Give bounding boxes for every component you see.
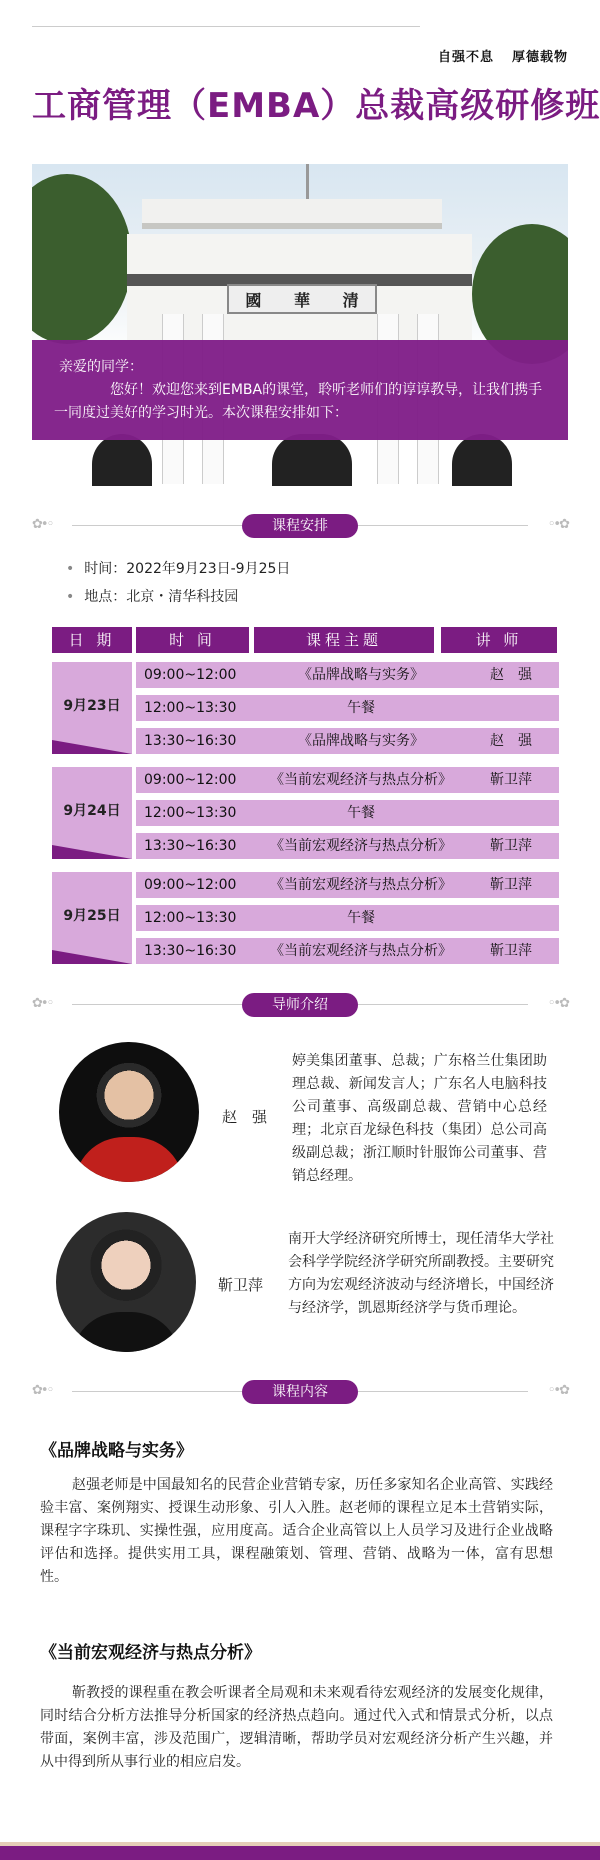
row-topic: 午餐 (347, 910, 375, 926)
day-cell (52, 872, 132, 964)
motto (438, 46, 568, 65)
table-row (136, 800, 559, 826)
row-time: 13:30~16:30 (144, 943, 237, 959)
row-lecturer: 靳卫萍 (490, 877, 532, 893)
section-divider-schedule (32, 514, 568, 538)
teacher-bio: 南开大学经济研究所博士，现任清华大学社会科学学院经济学研究所副教授。主要研究方向为宏观经济波动与经济增长，中国经济与经济学，凯恩斯经济学与货币理论。 (288, 1231, 554, 1316)
table-row (136, 767, 559, 793)
row-topic: 《当前宏观经济与热点分析》 (270, 772, 452, 788)
shirt (71, 1312, 181, 1352)
teacher-photo (56, 1212, 196, 1352)
section-title: 导师介绍 (242, 993, 358, 1017)
info-place-text: 地点：北京・清华科技园 (84, 589, 239, 605)
row-lecturer: 靳卫萍 (490, 943, 532, 959)
greeting: 亲爱的同学： (59, 359, 143, 375)
section-divider-teachers (32, 993, 568, 1017)
row-lecturer: 靳卫萍 (490, 772, 532, 788)
table-row (136, 872, 559, 898)
table-header-date: 日 期 (52, 627, 132, 653)
row-topic: 《当前宏观经济与热点分析》 (270, 877, 452, 893)
bullet-icon: • (66, 561, 75, 577)
plaque-char: 華 (293, 290, 310, 310)
row-time: 12:00~13:30 (144, 700, 237, 716)
gate-roof (142, 199, 442, 229)
motto-2: 厚德载物 (511, 50, 568, 65)
row-time: 09:00~12:00 (144, 772, 237, 788)
table-row (136, 833, 559, 859)
table-header-time: 时 间 (136, 627, 249, 653)
welcome-message: 您好！欢迎您来到EMBA的课堂，聆听老师们的谆谆教导，让我们携手一同度过美好的学习时光。本次课程安排如下： (54, 382, 543, 421)
motto-1: 自强不息 (437, 50, 494, 65)
page-title: 工商管理（EMBA）总裁高级研修班 (32, 86, 600, 126)
corner-triangle (52, 740, 132, 754)
row-topic: 《品牌战略与实务》 (298, 733, 424, 749)
day-cell (52, 767, 132, 859)
table-header-lecturer: 讲 师 (441, 627, 557, 653)
corner-triangle (52, 950, 132, 964)
top-divider-line (32, 26, 420, 27)
tree-left (32, 174, 132, 344)
plaque-char: 清 (342, 290, 359, 310)
ornament-icon: ◦•✿ (547, 517, 568, 532)
section-title: 课程内容 (242, 1380, 358, 1404)
table-row (136, 695, 559, 721)
course-description: 赵强老师是中国最知名的民营企业营销专家，历任多家知名企业高管、实践经验丰富、案例翔实、授课生动形象、引人入胜。赵老师的课程立足本土营销实际，课程字字珠玑、实操性强，应用度高。适合企业高管以上人员学习及进行企业战略评估和选择。提供实用工具，课程融策划、管理、营销、战略为一体，富有思想性。 (40, 1477, 553, 1585)
row-topic: 《当前宏观经济与热点分析》 (270, 838, 452, 854)
row-topic: 午餐 (347, 700, 375, 716)
info-place (66, 586, 238, 606)
info-time-text: 时间：2022年9月23日-9月25日 (84, 561, 291, 577)
arch (452, 434, 512, 486)
row-lecturer: 靳卫萍 (490, 838, 532, 854)
course-title: 《当前宏观经济与热点分析》 (40, 1643, 261, 1663)
section-divider-content (32, 1380, 568, 1404)
day-label: 9月25日 (63, 908, 121, 924)
info-time (66, 558, 290, 578)
section-title: 课程安排 (242, 514, 358, 538)
corner-triangle (52, 845, 132, 859)
gate-plaque (227, 284, 377, 314)
ornament-icon: ✿•◦ (32, 1383, 53, 1398)
ornament-icon: ✿•◦ (32, 996, 53, 1011)
arch (272, 434, 352, 486)
welcome-band (32, 340, 568, 440)
row-time: 12:00~13:30 (144, 910, 237, 926)
bullet-icon: • (66, 589, 75, 605)
ornament-icon: ✿•◦ (32, 517, 53, 532)
course-description: 靳教授的课程重在教会听课者全局观和未来观看待宏观经济的发展变化规律，同时结合分析方法推导分析国家的经济热点趋向。通过代入式和情景式分析，以点带面，案例丰富，涉及范围广，逻辑清晰，帮助学员对宏观经济分析产生兴趣，并从中得到所从事行业的相应启发。 (40, 1685, 553, 1770)
teacher-bio: 婷美集团董事、总裁；广东格兰仕集团助理总裁、新闻发言人；广东名人电脑科技公司董事、高级副总裁、营销中心总经理；北京百龙绿色科技（集团）总公司高级副总裁；浙江顺时针服饰公司董事、营销总经理。 (292, 1053, 547, 1184)
arch (92, 434, 152, 486)
row-lecturer: 赵 强 (490, 667, 532, 683)
day-label: 9月24日 (63, 803, 121, 819)
ornament-icon: ◦•✿ (547, 1383, 568, 1398)
teacher-name: 赵 强 (222, 1108, 268, 1126)
hero-banner (32, 164, 568, 486)
teacher-name: 靳卫萍 (218, 1276, 264, 1294)
teacher-photo (59, 1042, 199, 1182)
day-cell (52, 662, 132, 754)
row-time: 09:00~12:00 (144, 877, 237, 893)
plaque-char: 國 (245, 290, 262, 310)
row-topic: 午餐 (347, 805, 375, 821)
day-label: 9月23日 (63, 698, 121, 714)
ornament-icon: ◦•✿ (547, 996, 568, 1011)
footer-bar (0, 1842, 600, 1860)
table-header-topic: 课程主题 (254, 627, 434, 653)
row-lecturer: 赵 强 (490, 733, 532, 749)
row-topic: 《品牌战略与实务》 (298, 667, 424, 683)
table-row (136, 728, 559, 754)
table-row (136, 938, 559, 964)
row-time: 09:00~12:00 (144, 667, 237, 683)
course-title: 《品牌战略与实务》 (40, 1441, 193, 1461)
row-time: 13:30~16:30 (144, 733, 237, 749)
table-row (136, 662, 559, 688)
row-topic: 《当前宏观经济与热点分析》 (270, 943, 452, 959)
flagpole (306, 164, 309, 204)
table-row (136, 905, 559, 931)
shirt (74, 1137, 184, 1182)
row-time: 13:30~16:30 (144, 838, 237, 854)
row-time: 12:00~13:30 (144, 805, 237, 821)
